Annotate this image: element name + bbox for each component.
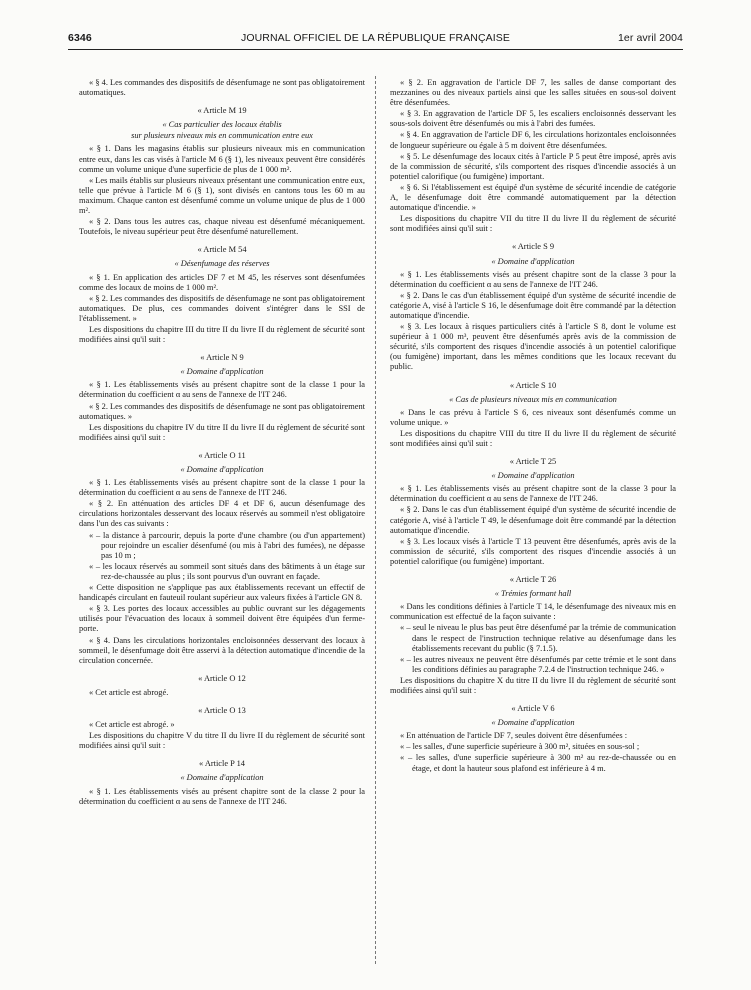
paragraph: « § 2. En atténuation des articles DF 4 et DF 6, aucun désenfumage des circulations horizontales desservant des locaux réservés au sommeil n'est obligatoire dans l'un des cas suivants :	[79, 499, 365, 529]
list-item: « – seul le niveau le plus bas peut être désenfumé par la trémie de communication dans le respect de l'instruction technique relative au désenfumage dans les établissements recevant du public (§ 7.1.5).	[400, 623, 676, 653]
left-column	[79, 78, 365, 808]
list-item: « – les salles, d'une superficie supérieure à 300 m² au rez-de-chaussée ou en étage, et dont la hauteur sous plafond est inférieure à 4 m.	[400, 753, 676, 773]
publication-date: 1er avril 2004	[617, 32, 683, 44]
paragraph: « § 4. En aggravation de l'article DF 6, les circulations horizontales encloisonnées de longueur supérieure ou égale à 5 m doivent être désenfumées.	[390, 130, 676, 150]
paragraph: « § 1. Les établissements visés au présent chapitre sont de la classe 1 pour la détermination du coefficient α au sens de l'annexe de l'IT 246.	[79, 380, 365, 400]
column-divider	[375, 76, 376, 964]
paragraph: « § 3. Les locaux visés à l'article T 13 peuvent être désenfumés, après avis de la commission de sécurité, s'ils comportent des risques d'incendie associés à un potentiel calorifique (ou fumigène) important.	[390, 536, 676, 566]
list-item: « – les autres niveaux ne peuvent être désenfumés par cette trémie et le sont dans les conditions définies au paragraphe 7.2.4 de l'instruction technique 246. »	[400, 654, 676, 674]
page-number: 6346	[68, 32, 92, 44]
section-title: « Domaine d'application	[180, 465, 264, 474]
paragraph: Les dispositions du chapitre IV du titre II du livre II du règlement de sécurité sont modifiées ainsi qu'il suit :	[79, 422, 365, 442]
journal-title: JOURNAL OFFICIEL DE LA RÉPUBLIQUE FRANÇAISE	[241, 32, 510, 44]
paragraph: « § 3. En aggravation de l'article DF 5, les escaliers encloisonnés desservant les sous-sols doivent être désenfumés ou mis à l'abri des fumées.	[390, 109, 676, 129]
paragraph: « § 2. Dans tous les autres cas, chaque niveau est désenfumé mécaniquement. Toutefois, le niveau supérieur peut être désenfumé naturellement.	[79, 217, 365, 237]
paragraph: « § 3. Les portes des locaux accessibles au public ouvrant sur les dégagements utilisés pour l'évacuation des locaux à sommeil doivent être équipées d'un ferme-porte.	[79, 604, 365, 634]
section-title: « Trémies formant hall	[494, 589, 572, 599]
paragraph: « Les mails établis sur plusieurs niveaux présentant une communication entre eux, telle que prévue à l'article M 6 (§ 1), sont divisés en cantons tous les 60 m au maximum. Chaque canton est désenfumé comme un volume unique de plus de 1 000 m².	[79, 175, 365, 216]
page-header	[68, 32, 683, 48]
article-heading: « Article S 9	[511, 242, 555, 252]
paragraph: « § 4. Les commandes des dispositifs de désenfumage ne sont pas obligatoirement automatiques.	[79, 78, 365, 98]
paragraph: Les dispositions du chapitre X du titre II du livre II du règlement de sécurité sont modifiées ainsi qu'il suit :	[390, 675, 676, 695]
paragraph: « Cet article est abrogé. »	[89, 720, 175, 730]
paragraph: « Cette disposition ne s'applique pas aux établissements recevant un effectif de handicapés circulant en fauteuil roulant supérieur aux valeurs fixées à l'article GN 8.	[79, 583, 365, 603]
section-title: « Cas de plusieurs niveaux mis en communication	[449, 394, 617, 404]
section-title: « Désenfumage des réserves	[174, 259, 270, 269]
article-heading: « Article O 11	[198, 450, 246, 460]
article-heading: « Article S 10	[509, 380, 557, 390]
paragraph: « § 3. Les locaux à risques particuliers cités à l'article S 8, dont le volume est supérieur à 1 000 m³, peuvent être désenfumés après avis de la commission de sécurité, s'ils comportent des risques d'incendie associés à un potentiel calorifique (ou fumigène) important, dans les mêmes conditions que les locaux recevant du public.	[390, 322, 676, 372]
right-column	[390, 78, 676, 775]
section-title: « Cas particulier des locaux établis	[162, 120, 282, 130]
paragraph: « § 2. Les commandes des dispositifs de désenfumage ne sont pas obligatoirement automatiques. »	[79, 401, 365, 421]
header-rule	[68, 49, 683, 50]
article-heading: « Article O 12	[198, 673, 246, 683]
section-title: sur plusieurs niveaux mis en communication entre eux	[131, 131, 313, 141]
paragraph: « § 2. Les commandes des dispositifs de désenfumage ne sont pas obligatoirement automatiques. De plus, ces commandes doivent s'intégrer dans le SSI de l'établissement. »	[79, 293, 365, 323]
paragraph: « § 1. Les établissements visés au présent chapitre sont de la classe 2 pour la détermination du coefficient α au sens de l'annexe de l'IT 246.	[79, 786, 365, 806]
section-title: « Domaine d'application	[180, 367, 264, 377]
paragraph: « Dans les conditions définies à l'article T 14, le désenfumage des niveaux mis en communication est effectué de la façon suivante :	[390, 602, 676, 622]
paragraph: « § 2. Dans le cas d'un établissement équipé d'un système de sécurité incendie de catégorie A, visé à l'article S 16, le désenfumage doit être commandé par la détection automatique d'incendie.	[390, 290, 676, 320]
paragraph: « § 1. Dans les magasins établis sur plusieurs niveaux mis en communication entre eux, dans les cas visés à l'article M 6 (§ 1), les niveaux peuvent être considérés comme un volume unique d'une superficie de plus de 1 000 m².	[79, 144, 365, 174]
paragraph: Les dispositions du chapitre VIII du titre II du livre II du règlement de sécurité sont modifiées ainsi qu'il suit :	[390, 428, 676, 448]
article-heading: « Article M 19	[197, 106, 247, 116]
article-heading: « Article V 6	[511, 704, 555, 714]
paragraph: Les dispositions du chapitre III du titre II du livre II du règlement de sécurité sont modifiées ainsi qu'il suit :	[79, 324, 365, 345]
paragraph: « § 2. En aggravation de l'article DF 7, les salles de danse comportant des mezzanines ou des niveaux partiels ainsi que les salles situées en sous-sol doivent être désenfumées.	[390, 78, 676, 108]
paragraph: Les dispositions du chapitre VII du titre II du livre II du règlement de sécurité sont modifiées ainsi qu'il suit :	[390, 214, 676, 234]
list-item: « – les locaux réservés au sommeil sont situés dans des bâtiments à un étage sur rez-de-chaussée au plus ; ils sont pourvus d'un ouvrant en façade.	[89, 561, 365, 581]
section-title: « Domaine d'application	[180, 773, 264, 783]
paragraph: « § 1. Les établissements visés au présent chapitre sont de la classe 3 pour la détermination du coefficient α au sens de l'annexe de l'IT 246.	[390, 269, 676, 289]
section-title: « Domaine d'application	[491, 256, 575, 266]
paragraph: « § 1. En application des articles DF 7 et M 45, les réserves sont désenfumées comme des locaux de moins de 1 000 m².	[79, 272, 365, 292]
paragraph: « § 1. Les établissements visés au présent chapitre sont de la classe 1 pour la détermination du coefficient α au sens de l'annexe de l'IT 246.	[79, 478, 365, 498]
article-heading: « Article T 25	[509, 457, 557, 467]
list-item: « – la distance à parcourir, depuis la porte d'une chambre (ou d'un appartement) pour rejoindre un escalier désenfumé (ou mis à l'abri des fumées), ne dépasse pas 10 m ;	[89, 530, 365, 560]
article-heading: « Article M 54	[197, 245, 247, 255]
paragraph: « En atténuation de l'article DF 7, seules doivent être désenfumées :	[400, 731, 628, 741]
article-heading: « Article N 9	[200, 353, 244, 363]
paragraph: « § 1. Les établissements visés au présent chapitre sont de la classe 3 pour la détermination du coefficient α au sens de l'annexe de l'IT 246.	[390, 484, 676, 504]
paragraph: « Dans le cas prévu à l'article S 6, ces niveaux sont désenfumés comme un volume unique. »	[390, 407, 676, 427]
paragraph: « § 2. Dans le cas d'un établissement équipé d'un système de sécurité incendie de catégorie A, visé à l'article T 49, le désenfumage doit être commandé par la détection automatique d'incendie.	[390, 505, 676, 535]
paragraph: « § 5. Le désenfumage des locaux cités à l'article P 5 peut être imposé, après avis de la commission de sécurité, s'ils comportent des risques d'incendie associés à un potentiel calorifique (ou fumigène) important.	[390, 151, 676, 181]
article-heading: « Article P 14	[199, 759, 245, 769]
article-heading: « Article T 26	[509, 575, 557, 585]
section-title: « Domaine d'application	[491, 471, 575, 481]
paragraph: « § 6. Si l'établissement est équipé d'un système de sécurité incendie de catégorie A, le désenfumage doit être commandé automatiquement par la détection automatique d'incendie. »	[390, 182, 676, 213]
paragraph: « § 4. Dans les circulations horizontales encloisonnées desservant des locaux à sommeil, le désenfumage doit être asservi à la détection automatique d'incendie de la circulation concernée.	[79, 635, 365, 665]
list-item: « – les salles, d'une superficie supérieure à 300 m², situées en sous-sol ;	[400, 742, 640, 752]
article-heading: « Article O 13	[198, 705, 246, 715]
paragraph: « Cet article est abrogé.	[89, 687, 169, 697]
section-title: « Domaine d'application	[491, 718, 575, 728]
paragraph: Les dispositions du chapitre V du titre II du livre II du règlement de sécurité sont modifiées ainsi qu'il suit :	[79, 731, 365, 751]
